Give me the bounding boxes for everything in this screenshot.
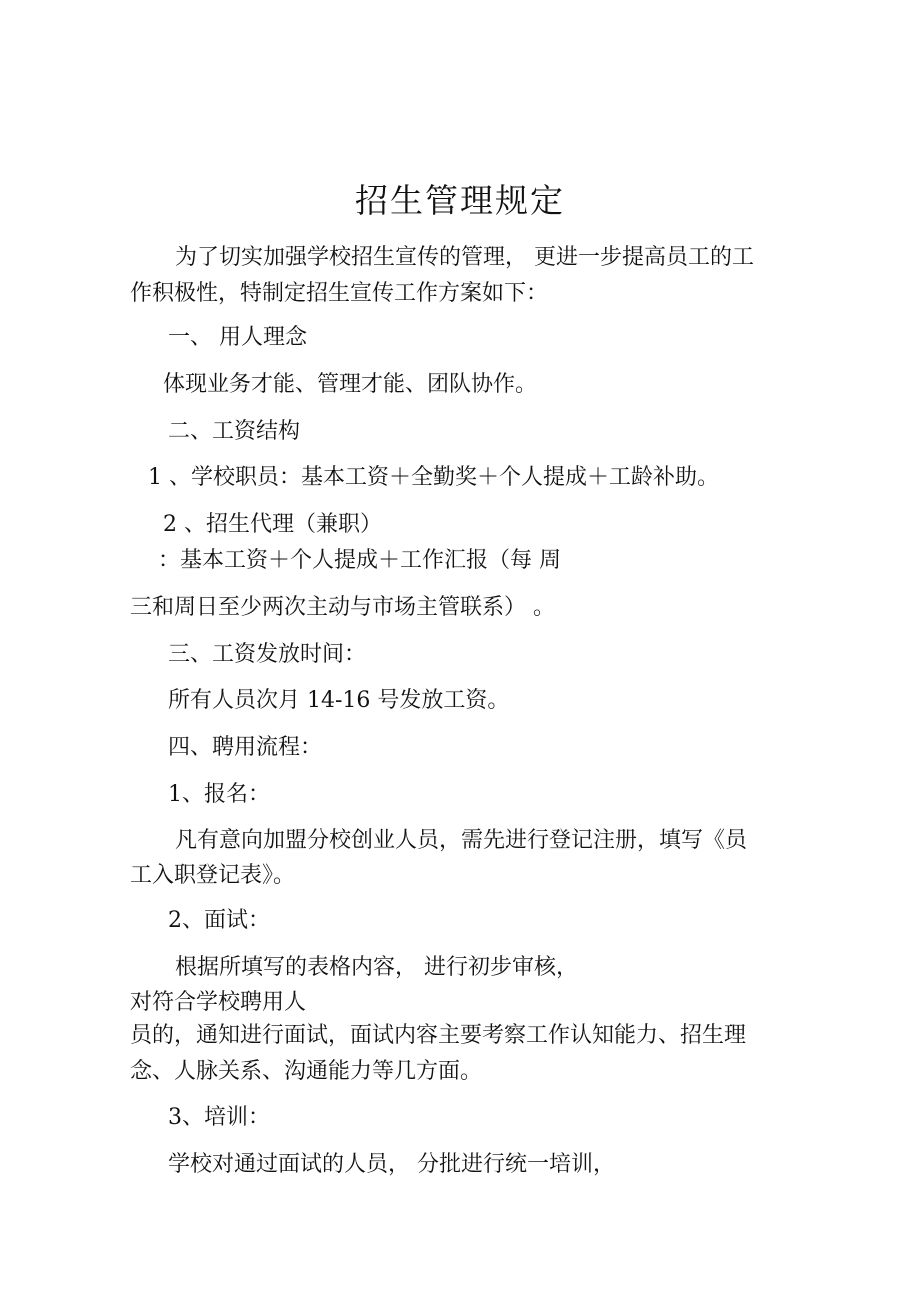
step-2-body-line-1: 根据所填写的表格内容， 进行初步审核， <box>175 955 578 980</box>
section-1-body: 体现业务才能、管理才能、团队协作。 <box>163 372 538 397</box>
intro-line-2: 作积极性，特制定招生宣传工作方案如下： <box>130 281 549 306</box>
section-2-item-1: 1 、学校职员：基本工资＋全勤奖＋个人提成＋工龄补助。 <box>148 465 719 490</box>
step-3-body-line-1: 学校对通过面试的人员， 分批进行统一培训， <box>168 1152 615 1177</box>
step-2-body-line-2: 对符合学校聘用人 <box>130 990 307 1015</box>
step-2-heading: 2、面试： <box>168 908 270 933</box>
step-1-body-line-1: 凡有意向加盟分校创业人员，需先进行登记注册，填写《员 <box>175 828 748 853</box>
section-1-heading: 一、 用人理念 <box>168 325 307 350</box>
section-3-heading: 三、工资发放时间： <box>168 642 367 667</box>
section-2-item-2-line-1: 2 、招生代理（兼职） <box>163 512 382 537</box>
page-title: 招生管理规定 <box>355 181 565 220</box>
step-1-heading: 1、报名： <box>168 782 270 807</box>
section-2-item-2-line-3: 三和周日至少两次主动与市场主管联系） 。 <box>130 595 555 620</box>
intro-line-1: 为了切实加强学校招生宣传的管理， 更进一步提高员工的工 <box>175 245 754 270</box>
section-3-body: 所有人员次月 14-16 号发放工资。 <box>168 688 510 713</box>
step-1-body-line-2: 工入职登记表》。 <box>130 863 296 888</box>
step-2-body-line-4: 念、人脉关系、沟通能力等几方面。 <box>130 1059 483 1084</box>
section-2-item-2-line-2: ：基本工资＋个人提成＋工作汇报（每 周 <box>158 548 561 573</box>
step-2-body-line-3: 员的，通知进行面试，面试内容主要考察工作认知能力、招生理 <box>130 1023 747 1048</box>
section-4-heading: 四、聘用流程： <box>168 735 323 760</box>
step-3-heading: 3、培训： <box>168 1105 270 1130</box>
section-2-heading: 二、工资结构 <box>168 419 301 444</box>
